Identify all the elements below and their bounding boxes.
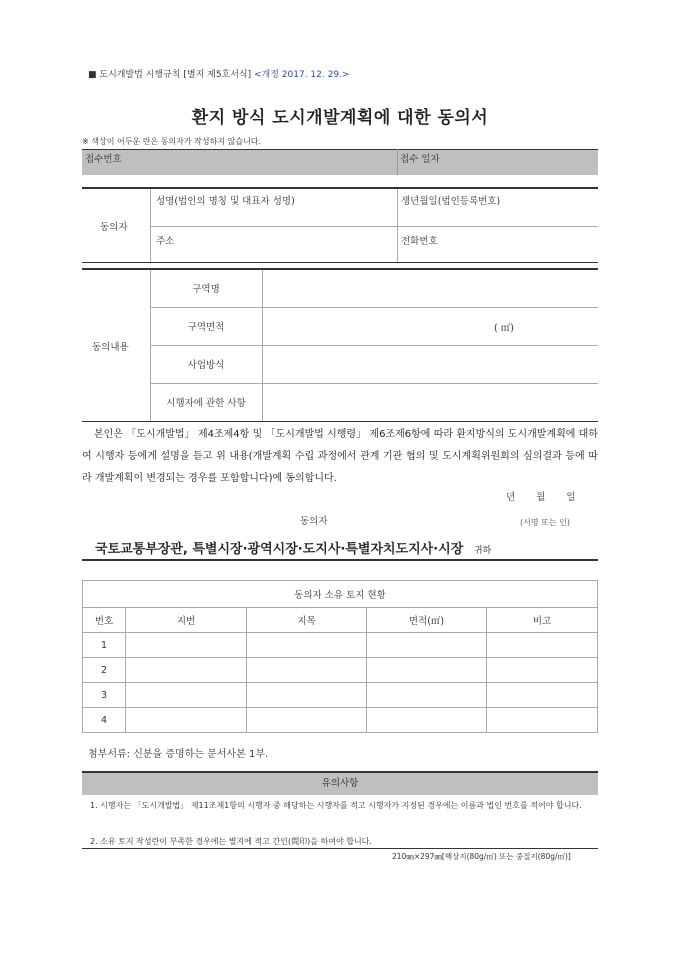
table-cell	[247, 658, 367, 683]
birth-date-field-label: 생년월일(법인등록번호)	[401, 196, 501, 207]
cautions-title: 유의사항	[82, 773, 598, 795]
consenter-section-label: 동의자	[100, 222, 128, 233]
table-row	[83, 708, 598, 733]
table-cell	[126, 683, 247, 708]
signer-label: 동의자	[300, 516, 328, 527]
table-cell	[487, 633, 598, 658]
signature-note: (서명 또는 인)	[520, 518, 570, 527]
divider	[150, 307, 598, 308]
table-cell	[126, 708, 247, 733]
receipt-number-label: 접수번호	[85, 154, 122, 165]
divider	[82, 268, 598, 270]
consent-statement	[82, 424, 598, 490]
consent-section-label: 동의내용	[92, 342, 129, 353]
divider	[397, 149, 398, 175]
consent-statement-text: 본인은 「도시개발법」 제4조제4항 및 「도시개발법 시행령」 제6조제6항에 따라 환지방식의 도시개발계획에 대하여 시행자 등에게 설명을 듣고 위 내용(개발계획 수립 과정에서 관계 기관 협의 및 도시계획위원회의 심의결과 등에 따라 개발계획이 변경되는 경우를 포함합니다)에 동의합니다.	[82, 429, 598, 484]
table-row	[83, 633, 598, 658]
page-title: 환지 방식 도시개발계획에 대한 동의서	[191, 108, 489, 128]
implementer-matters-label: 시행자에 관한 사항	[166, 398, 246, 409]
receipt-row	[82, 149, 598, 175]
column-header: 번호	[83, 608, 126, 633]
divider	[82, 421, 598, 422]
receipt-date-label: 접수 일자	[400, 154, 440, 165]
address-field-label: 주소	[156, 236, 175, 247]
addressee-suffix: 귀하	[473, 546, 492, 556]
land-table-title: 동의자 소유 토지 현황	[83, 581, 598, 608]
divider	[82, 187, 598, 189]
caution-item-1: 1. 시행자는 「도시개발법」 제11조제1항의 시행자 중 해당하는 시행자를 적고 시행자가 지정된 경우에는 이름과 법인 번호를 적어야 합니다.	[90, 801, 582, 810]
project-method-label: 사업방식	[187, 360, 225, 371]
column-header: 지번	[126, 608, 247, 633]
district-area-label: 구역면적	[187, 322, 225, 333]
revision-date: <개정 2017. 12. 29.>	[254, 70, 350, 80]
divider	[82, 149, 598, 150]
caution-item-2: 2. 소유 토지 작성란이 부족한 경우에는 별지에 적고 간인(間印)을 하여야 합니다.	[90, 837, 372, 846]
column-header: 비고	[487, 608, 598, 633]
table-cell	[367, 633, 487, 658]
table-cell	[487, 708, 598, 733]
form-reference: 도시개발법 시행규칙 [별지 제5호서식]	[99, 70, 252, 80]
addressee	[95, 538, 491, 557]
row-number: 1	[83, 633, 126, 658]
name-field-label: 성명(법인의 명칭 및 대표자 성명)	[156, 196, 295, 207]
divider	[82, 262, 598, 263]
table-cell	[247, 633, 367, 658]
divider	[150, 383, 598, 384]
column-header: 면적(㎡)	[367, 608, 487, 633]
divider	[150, 345, 598, 346]
table-row	[83, 683, 598, 708]
shaded-area-note: ※ 색상이 어두운 란은 동의자가 작성하지 않습니다.	[82, 137, 262, 146]
table-cell	[247, 683, 367, 708]
district-name-label: 구역명	[192, 284, 220, 295]
table-cell	[126, 658, 247, 683]
table-header-row	[83, 608, 598, 633]
divider	[262, 270, 263, 422]
row-number: 3	[83, 683, 126, 708]
table-row	[83, 658, 598, 683]
paper-spec: 210㎜×297㎜[백상지(80g/㎡) 또는 중질지(80g/㎡)]	[392, 852, 571, 861]
square-icon: ■	[88, 70, 97, 80]
land-ownership-table	[82, 580, 598, 733]
table-cell	[247, 708, 367, 733]
divider	[82, 559, 598, 561]
row-number: 2	[83, 658, 126, 683]
form-header	[88, 67, 349, 80]
divider	[82, 848, 598, 849]
divider	[150, 226, 598, 227]
column-header: 지목	[247, 608, 367, 633]
area-unit: ( ㎡)	[494, 323, 514, 334]
table-cell	[367, 658, 487, 683]
table-cell	[367, 683, 487, 708]
table-cell	[126, 633, 247, 658]
table-cell	[367, 708, 487, 733]
date-line: 년 월 일	[506, 492, 576, 503]
phone-field-label: 전화번호	[401, 236, 438, 247]
addressee-text: 국토교통부장관, 특별시장·광역시장·도지사·특별자치도지사·시장	[95, 542, 464, 557]
table-cell	[487, 658, 598, 683]
table-cell	[487, 683, 598, 708]
attachment-note: 첨부서류: 신분을 증명하는 문서사본 1부.	[88, 749, 269, 760]
row-number: 4	[83, 708, 126, 733]
